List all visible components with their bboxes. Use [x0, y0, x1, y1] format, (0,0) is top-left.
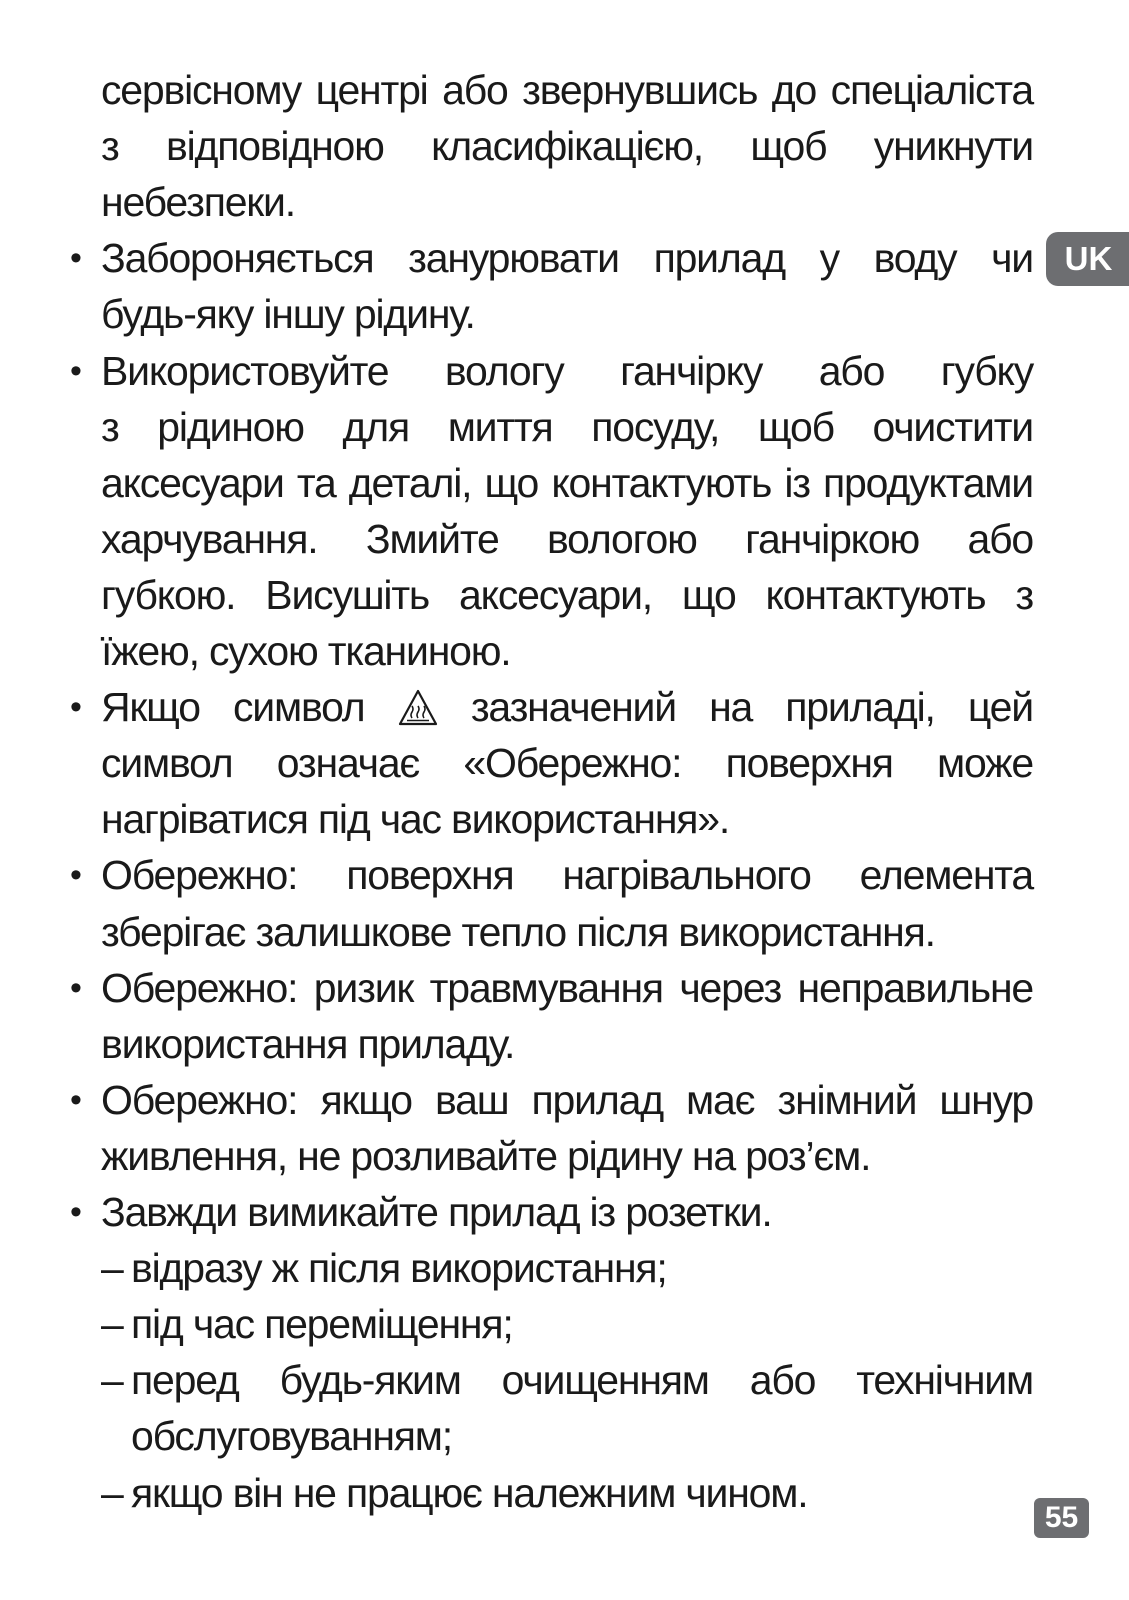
- language-tab: UK: [1046, 232, 1129, 286]
- bullet-marker: •: [70, 856, 82, 895]
- bullet-marker: •: [70, 968, 82, 1007]
- bullet-marker: •: [70, 239, 82, 278]
- dash-marker: –: [101, 1469, 124, 1516]
- text-line: сервісному центрі або звернувшись до спеціаліста: [101, 67, 1033, 113]
- text-line: якщо він не працює належним чином.: [131, 1469, 808, 1516]
- bullet-marker: •: [70, 1080, 82, 1119]
- text-line: нагріватися під час використання».: [101, 796, 730, 843]
- text-line: з відповідною класифікацією, щоб уникнути: [101, 123, 1033, 170]
- bullet-marker: •: [70, 351, 82, 390]
- text-line: під час переміщення;: [131, 1301, 513, 1348]
- text-line: небезпеки.: [101, 179, 295, 226]
- text-line: живлення, не розливайте рідину на роз’єм.: [101, 1132, 871, 1179]
- dash-marker: –: [101, 1357, 124, 1404]
- text-line: Забороняється занурювати прилад у воду чи: [101, 235, 1033, 282]
- text-line: відразу ж після використання;: [131, 1245, 667, 1292]
- hot-surface-warning-icon: [398, 685, 438, 723]
- text-line: аксесуари та деталі, що контактують із продуктами: [101, 459, 1033, 506]
- text-line: Обережно: ризик травмування через неправильне: [101, 964, 1033, 1011]
- text-line-with-icon: [101, 679, 1033, 735]
- text-line: з рідиною для миття посуду, щоб очистити: [101, 403, 1033, 450]
- dash-marker: –: [101, 1245, 124, 1292]
- text-line: використання приладу.: [101, 1020, 515, 1067]
- bullet-marker: •: [70, 688, 82, 727]
- text-line: Обережно: поверхня нагрівального елемента: [101, 852, 1033, 899]
- text-line: Завжди вимикайте прилад із розетки.: [101, 1189, 772, 1235]
- dash-marker: –: [101, 1301, 124, 1348]
- bullet-marker: •: [70, 1193, 82, 1231]
- text-line: обслуговуванням;: [131, 1413, 452, 1460]
- text-line: будь-яку іншу рідину.: [101, 291, 475, 338]
- text-segment: зазначений на приладі, цей: [470, 684, 1033, 731]
- text-segment: Якщо символ: [101, 684, 365, 731]
- text-line: губкою. Висушіть аксесуари, що контактують з: [101, 571, 1033, 618]
- text-line: перед будь-яким очищенням або технічним: [131, 1357, 1033, 1404]
- text-line: їжею, сухою тканиною.: [101, 628, 511, 674]
- text-line: зберігає залишкове тепло після використання.: [101, 908, 935, 955]
- text-line: Використовуйте вологу ганчірку або губку: [101, 347, 1033, 394]
- text-line: символ означає «Обережно: поверхня може: [101, 740, 1033, 787]
- page-number: 55: [1034, 1498, 1089, 1538]
- text-line: харчування. Змийте вологою ганчіркою або: [101, 515, 1033, 562]
- text-line: Обережно: якщо ваш прилад має знімний шнур: [101, 1076, 1033, 1123]
